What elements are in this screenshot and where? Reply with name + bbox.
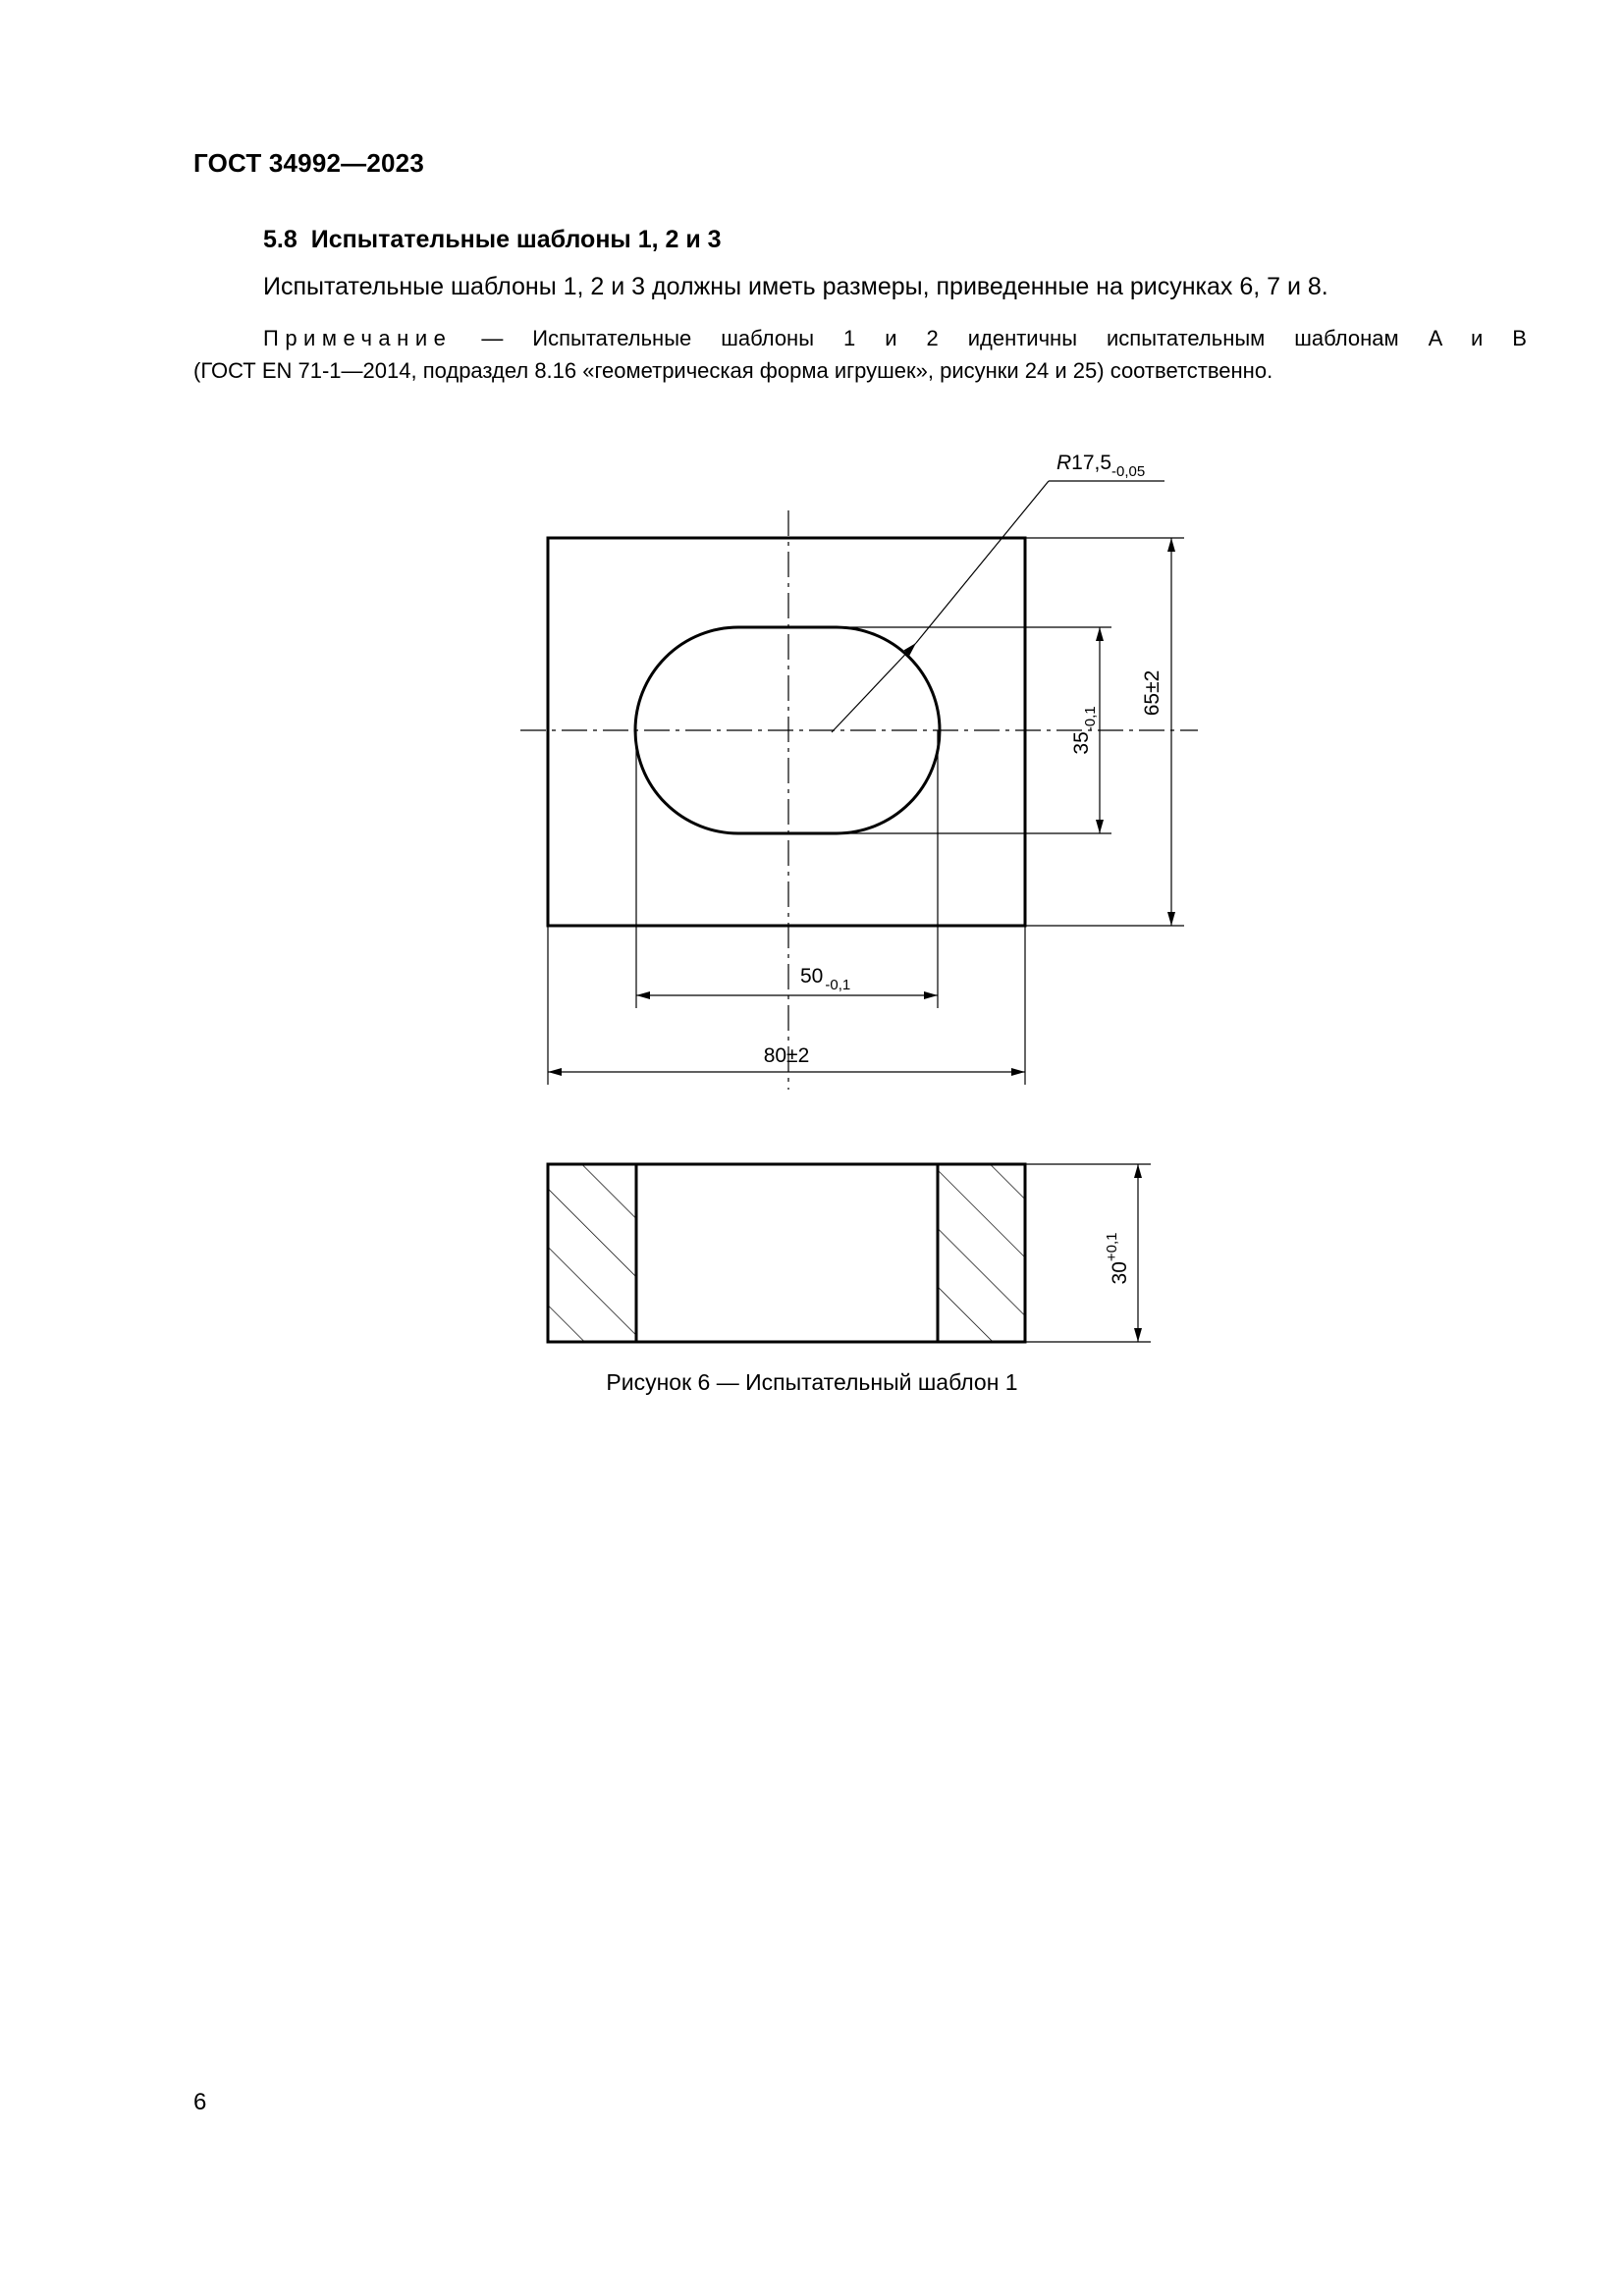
page-number: 6	[193, 2089, 207, 2115]
hatch-right	[938, 1164, 1025, 1342]
total-width-label: 80±2	[763, 1044, 810, 1067]
top-view	[520, 452, 1198, 1090]
section-view	[548, 1164, 1151, 1342]
slot-width-label: 50 $_{-0,1}$	[800, 965, 851, 993]
radius-label: $R17,5_{-0,05}$	[1056, 452, 1146, 480]
thickness-label: $30^{+0,1}$	[1104, 1232, 1131, 1285]
template-outline	[548, 538, 1025, 926]
figure-caption: Рисунок 6 — Испытательный шаблон 1	[606, 1369, 1018, 1395]
radius-leader	[832, 643, 916, 732]
note-line-2: (ГОСТ EN 71-1—2014, подраздел 8.16 «геометрическая форма игрушек», рисунки 24 и 25) соответственно.	[193, 358, 1273, 383]
slot-height-label: $35_{-0,1}$	[1070, 706, 1099, 755]
body-paragraph: Испытательные шаблоны 1, 2 и 3 должны иметь размеры, приведенные на рисунках 6, 7 и 8.	[263, 273, 1328, 300]
total-height-label: 65±2	[1141, 669, 1164, 717]
document-header: ГОСТ 34992—2023	[193, 148, 424, 178]
section-title: Испытательные шаблоны 1, 2 и 3	[310, 226, 722, 253]
note-label: Примечание	[263, 326, 453, 350]
section-number: 5.8	[263, 226, 298, 253]
hatch-left	[548, 1164, 636, 1342]
note-text-1: — Испытательные шаблоны 1 и 2 идентичны испытательным шаблонам A и B	[481, 326, 1527, 350]
